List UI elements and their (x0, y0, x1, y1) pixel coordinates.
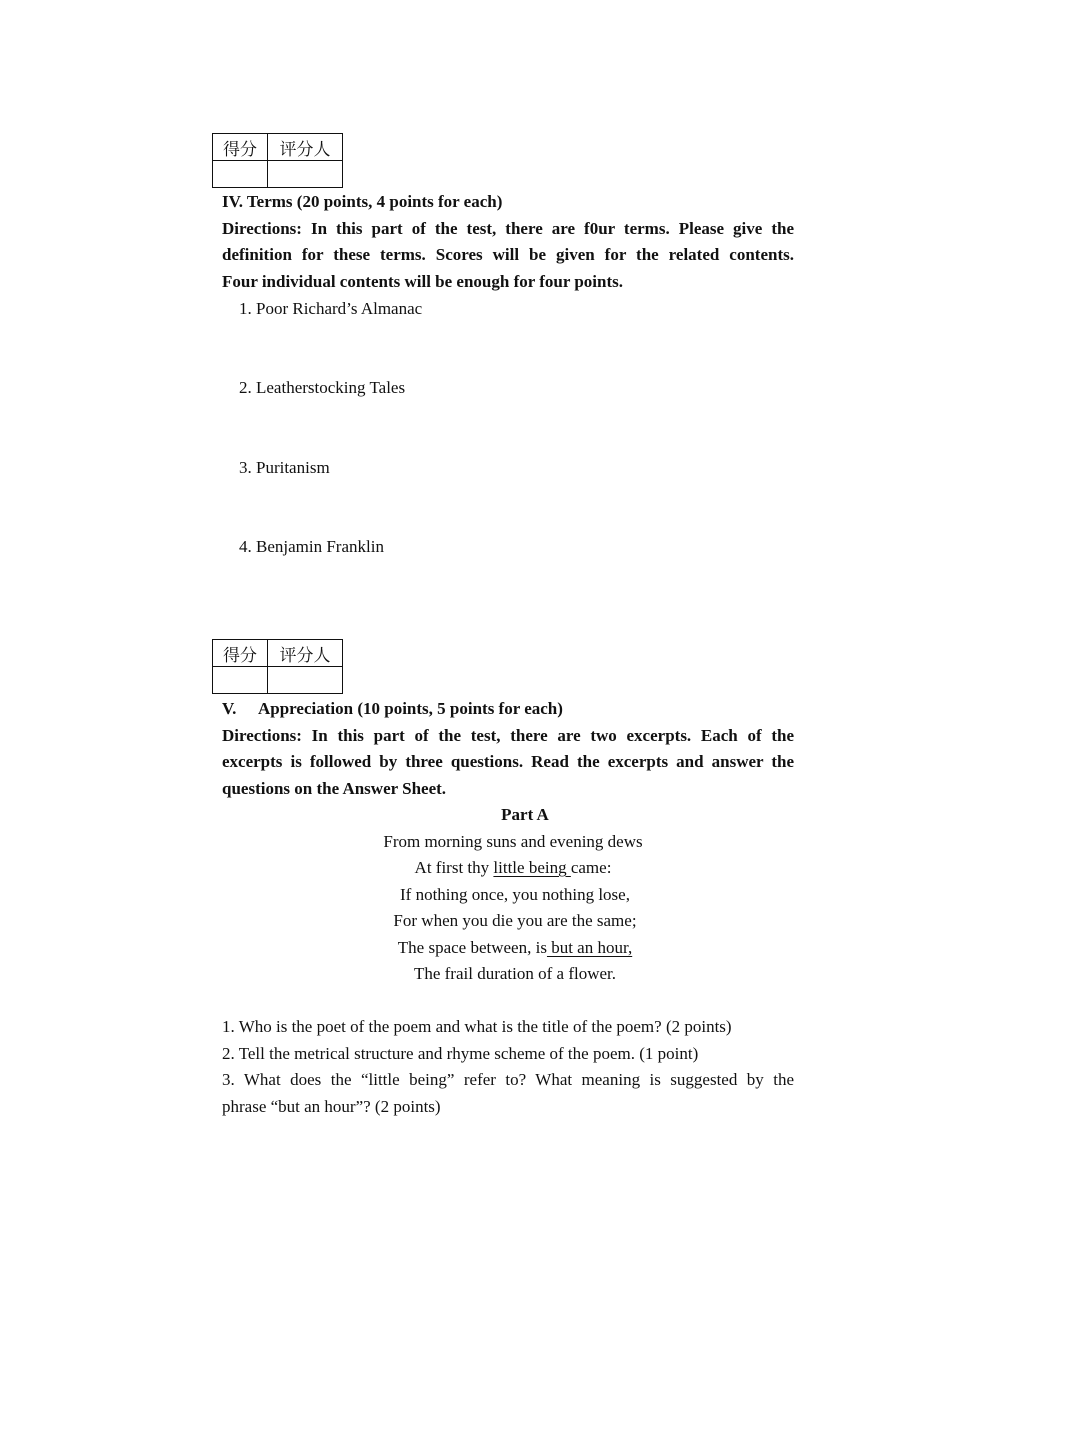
question: 2. Tell the metrical structure and rhyme scheme of the poem. (1 point) (222, 1043, 699, 1063)
term-item: 2. Leatherstocking Tales (239, 378, 406, 397)
section-terms (222, 189, 794, 295)
poem-excerpt (222, 802, 794, 988)
poem-line: From morning suns and evening dews (383, 831, 643, 851)
section-title: Appreciation (10 points, 5 points for each) (258, 699, 563, 718)
directions-line: Directions: In this part of the test, there are f0ur terms. Please give the (222, 218, 794, 238)
grader-header: 评分人 (268, 640, 343, 667)
poem-line: The frail duration of a flower. (413, 964, 617, 983)
section-number: V. (222, 699, 237, 718)
grader-header: 评分人 (268, 134, 343, 161)
directions-line: definition for these terms. Scores will be given for the related contents. (222, 245, 794, 264)
score-cell[interactable] (213, 161, 268, 188)
question-continuation: phrase “but an hour”? (2 points) (222, 1096, 441, 1116)
directions-line: excerpts is followed by three questions. Read the excerpts and answer the (222, 752, 794, 771)
score-table (212, 133, 343, 188)
question: 1. Who is the poet of the poem and what is the title of the poem? (2 points) (222, 1017, 732, 1036)
underlined-phrase: but an hour, (546, 937, 633, 957)
score-header: 得分 (213, 640, 268, 667)
section-appreciation (222, 696, 794, 802)
grader-cell[interactable] (268, 667, 343, 694)
poem-line: If nothing once, you nothing lose, (400, 884, 630, 904)
score-header: 得分 (213, 134, 268, 161)
underlined-phrase: little being (493, 858, 571, 877)
score-cell[interactable] (213, 667, 268, 694)
grader-cell[interactable] (268, 161, 343, 188)
term-item: 3. Puritanism (239, 458, 330, 477)
directions-line: Directions: In this part of the test, there are two excerpts. Each of the (222, 725, 794, 745)
poem-line: At first thy little being came: (414, 858, 612, 877)
poem-line: The space between, is but an hour, (397, 937, 633, 957)
question: 3. What does the “little being” refer to? What meaning is suggested by the (222, 1070, 794, 1089)
questions (222, 1014, 794, 1120)
directions-line: Four individual contents will be enough for four points. (222, 271, 623, 291)
section-heading: IV. Terms (20 points, 4 points for each) (222, 192, 503, 211)
term-item: 4. Benjamin Franklin (239, 537, 384, 556)
part-title: Part A (501, 805, 549, 824)
directions-line: questions on the Answer Sheet. (222, 778, 447, 798)
term-item: 1. Poor Richard’s Almanac (239, 299, 423, 318)
poem-line: For when you die you are the same; (393, 911, 637, 930)
score-table (212, 639, 343, 694)
section-heading (222, 696, 794, 723)
